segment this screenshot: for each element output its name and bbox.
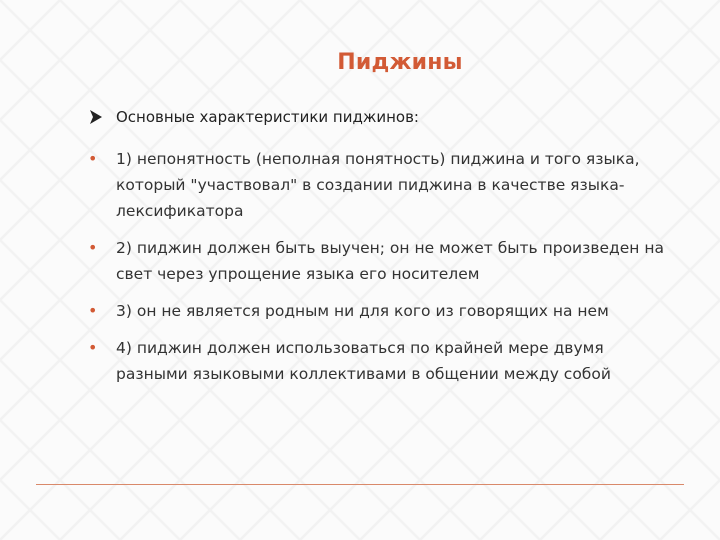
bullet-icon: • bbox=[88, 338, 98, 357]
bottom-divider bbox=[36, 484, 684, 485]
list-item-text: 2) пиджин должен быть выучен; он не может быть произведен на свет через упрощение языка его носителем bbox=[116, 239, 664, 283]
list-item bbox=[88, 335, 678, 387]
list-item bbox=[88, 146, 678, 224]
subheading bbox=[88, 108, 419, 126]
slide-title: Пиджины bbox=[337, 50, 463, 75]
list-item-text: 1) непонятность (неполная понятность) пиджина и того языка, который "участвовал" в создании пиджина в качестве языка-лексификатора bbox=[116, 150, 640, 220]
bullet-icon: • bbox=[88, 238, 98, 257]
list-item bbox=[88, 235, 678, 287]
list-item bbox=[88, 298, 678, 324]
subheading-text: Основные характеристики пиджинов: bbox=[116, 108, 419, 126]
arrow-bullet-icon bbox=[88, 109, 104, 125]
bullet-list bbox=[88, 146, 678, 398]
bullet-icon: • bbox=[88, 149, 98, 168]
list-item-text: 4) пиджин должен использоваться по крайней мере двумя разными языковыми коллективами в общении между собой bbox=[116, 339, 611, 383]
bullet-icon: • bbox=[88, 301, 98, 320]
list-item-text: 3) он не является родным ни для кого из говорящих на нем bbox=[116, 302, 609, 320]
